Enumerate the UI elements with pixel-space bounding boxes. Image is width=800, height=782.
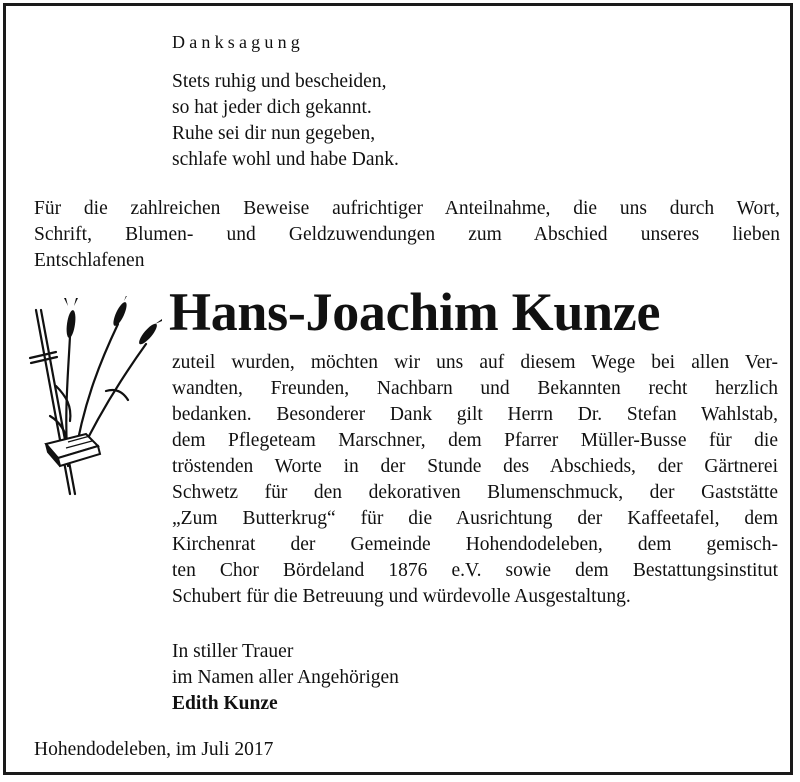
- intro-line: Schrift, Blumen- und Geldzuwendungen zum Abschied unseres lieben: [34, 224, 780, 245]
- poem-line: schlafe wohl und habe Dank.: [172, 149, 399, 170]
- place-date: Hohendodeleben, im Juli 2017: [34, 739, 274, 760]
- poem-line: Ruhe sei dir nun gegeben,: [172, 123, 376, 144]
- notice-frame: [3, 3, 793, 775]
- body-line: zuteil wurden, möchten wir uns auf diesem Wege bei allen Ver-: [172, 352, 778, 373]
- poem: [172, 69, 399, 173]
- poem-line: Stets ruhig und bescheiden,: [172, 71, 387, 92]
- signer-name: Edith Kunze: [172, 693, 278, 714]
- body-line: wandten, Freunden, Nachbarn und Bekannten recht herzlich: [172, 378, 778, 399]
- body-line: dem Pflegeteam Marschner, dem Pfarrer Müller-Busse für die: [172, 430, 778, 451]
- deceased-name: Hans-Joachim Kunze: [169, 282, 661, 342]
- signature-block: [172, 639, 399, 717]
- intro-line: Für die zahlreichen Beweise aufrichtiger Anteilnahme, die uns durch Wort,: [34, 198, 780, 219]
- body-line: Kirchenrat der Gemeinde Hohendodeleben, dem gemisch-: [172, 534, 778, 555]
- poem-line: so hat jeder dich gekannt.: [172, 97, 372, 118]
- body-line: Schwetz für den dekorativen Blumenschmuck, der Gaststätte: [172, 482, 778, 503]
- intro-paragraph: [34, 196, 780, 274]
- body-line: Schubert für die Betreuung und würdevolle Ausgestaltung.: [172, 586, 631, 607]
- body-line: bedanken. Besonderer Dank gilt Herrn Dr. Stefan Wahlstab,: [172, 404, 778, 425]
- body-paragraph: [172, 350, 778, 610]
- body-line: tröstenden Worte in der Stunde des Abschieds, der Gärtnerei: [172, 456, 778, 477]
- intro-line: Entschlafenen: [34, 250, 145, 271]
- relatives-line: im Namen aller Angehörigen: [172, 667, 399, 688]
- mourning-line: In stiller Trauer: [172, 641, 294, 662]
- notice-heading: Danksagung: [172, 32, 304, 52]
- body-line: „Zum Butterkrug“ für die Ausrichtung der Kaffeetafel, dem: [172, 508, 778, 529]
- cross-wheat-book-icon: [28, 296, 168, 496]
- body-line: ten Chor Bördeland 1876 e.V. sowie dem Bestattungsinstitut: [172, 560, 778, 581]
